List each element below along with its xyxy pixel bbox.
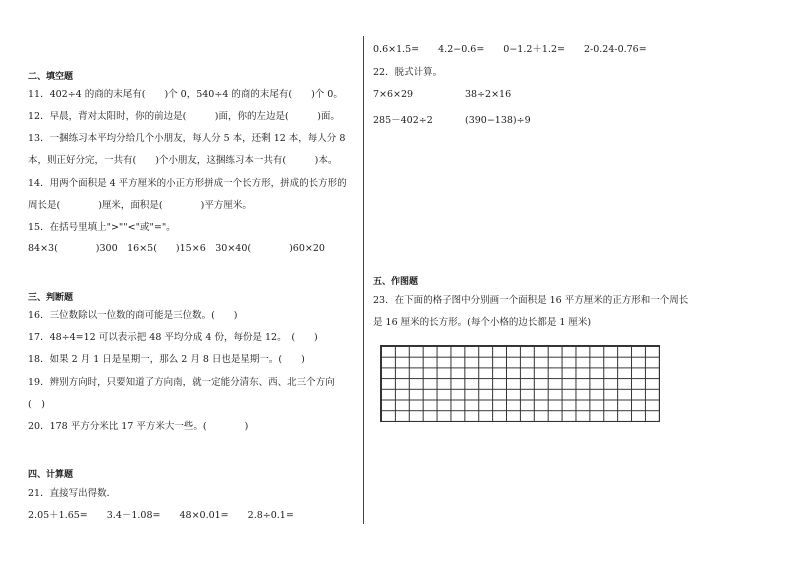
question-14-line1: 14．用两个面积是 4 平方厘米的小正方形拼成一个长方形，拼成的长方形的	[28, 178, 347, 189]
question-22-expr-2: 38÷2×16	[465, 89, 512, 100]
question-19-line2: ( )	[28, 399, 45, 410]
question-17: 17．48÷4=12 可以表示把 48 平均分成 4 份，每份是 12。 ( )	[28, 332, 318, 343]
question-22-expr-1: 7×6×29	[373, 89, 414, 100]
question-22-expr-4: (390−138)÷9	[465, 115, 531, 126]
question-14-line2: 周长是( )厘米，面积是( )平方厘米。	[28, 200, 252, 211]
question-21: 21．直接写出得数．	[28, 488, 117, 499]
question-12: 12．早晨，背对太阳时，你的前边是( )面，你的左边是( )面。	[28, 111, 340, 122]
drawing-grid[interactable]	[380, 345, 660, 422]
question-15-items: 84×3( )300 16×5( )15×6 30×40( )60×20	[28, 243, 325, 254]
question-23-line1: 23．在下面的格子图中分别画一个面积是 16 平方厘米的正方形和一个周长	[373, 295, 689, 306]
question-15: 15．在括号里填上">""<"或"="。	[28, 222, 176, 233]
question-22-expr-3: 285－402÷2	[373, 115, 433, 126]
column-divider	[363, 36, 364, 524]
question-11: 11．402÷4 的商的末尾有( )个 0，540÷4 的商的末尾有( )个 0。	[28, 89, 343, 100]
question-20: 20．178 平方分米比 17 平方米大一些。( )	[28, 421, 249, 432]
question-21-continued: 0.6×1.5= 4.2−0.6= 0−1.2＋1.2= 2-0.24-0.76=	[373, 44, 647, 55]
question-13-line1: 13．一捆练习本平均分给几个小朋友，每人分 5 本，还剩 12 本，每人分 8	[28, 133, 346, 144]
section-judge-title: 三、判断题	[28, 293, 74, 303]
question-23-line2: 是 16 厘米的长方形。(每个小格的边长都是 1 厘米)	[373, 317, 592, 328]
question-13-line2: 本，则正好分完，一共有( )个小朋友，这捆练习本一共有( )本。	[28, 155, 338, 166]
section-calc-title: 四、计算题	[28, 470, 74, 480]
question-16: 16．三位数除以一位数的商可能是三位数。( )	[28, 310, 238, 321]
question-22: 22．脱式计算。	[373, 67, 443, 78]
question-18: 18．如果 2 月 1 日是星期一，那么 2 月 8 日也是星期一。( )	[28, 354, 305, 365]
section-drawing-title: 五、作图题	[373, 277, 419, 287]
question-19-line1: 19．辨别方向时，只要知道了方向南，就一定能分清东、西、北三个方向	[28, 377, 335, 388]
section-fill-blank-title: 二、填空题	[28, 72, 74, 82]
question-21-items: 2.05＋1.65= 3.4－1.08= 48×0.01= 2.8÷0.1=	[28, 510, 294, 521]
